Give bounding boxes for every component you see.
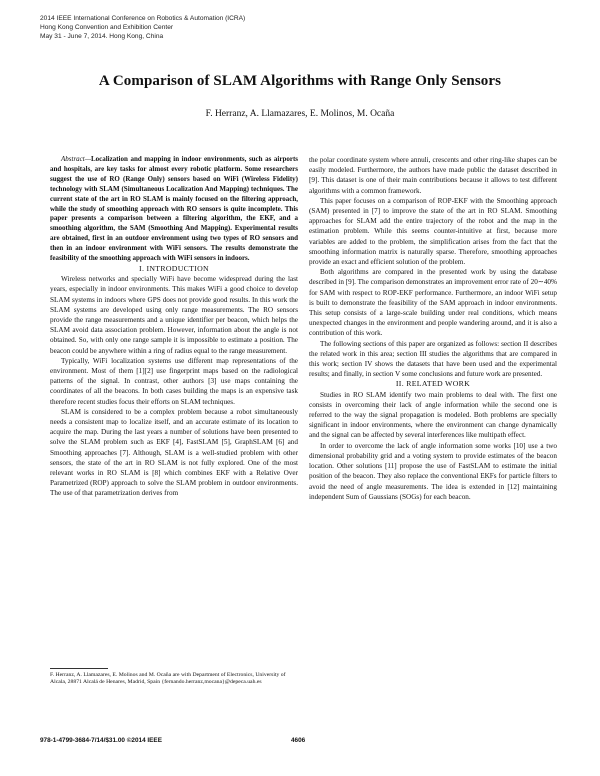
intro-paragraph-4: the polar coordinate system where annuli, crescents and other ring-like shapes can be easily modeled. Furthermore, the authors have made public the dataset described in [9]. This dataset is one of their main contributions because it allows to test different algorithms with a common framework. <box>309 156 557 195</box>
abstract-text: Localization and mapping in indoor environments, such as airports and hospitals, are key tasks for almost every robotic platform. Some researchers suggest the use of RO (Range Only) sensors based on WiFi (Wireless Fidelity) technology with SLAM (Simultaneous Localization And Mapping) techniques. The current state of the art in RO SLAM is mainly focused on the filtering approach, while the study of smoothing approach with RO sensors is quite incomplete. This paper presents a comparison between a filtering algorithm, the EKF, and a smoothing algorithm, the SAM (Smoothing And Mapping). Experimental results are obtained, first in an outdoor environment using two types of RO sensors and then in an indoor environment with WiFi sensors. The results demonstrate the feasibility of the smoothing approach with WiFi sensors in indoors. <box>50 155 298 263</box>
intro-paragraph-2: Typically, WiFi localization systems use different map representations of the environment. Most of them [1][2] use fingerprint maps based on the radiological patterns of the signal. In contrast, other authors [3] use maps containing the coordinates of all the beacons. In both cases building the maps is an expensive task therefore recent studies focus their efforts on SLAM techniques. <box>50 356 298 406</box>
footnote-rule <box>50 668 108 669</box>
intro-paragraph-5: This paper focuses on a comparison of ROP-EKF with the Smoothing approach (SAM) presented in [7] to improve the state of the art in RO SLAM. Smoothing approaches for SLAM add the entire trajectory of the robot and the map in the estimation problem. While this seems counter-intuitive at first, because more variables are added to the problem, the simplification arises from the fact that the smoothing information matrix is naturally sparse. Therefore, smoothing approaches provide an exact and efficient solution of the problem. <box>309 196 557 267</box>
section-heading-introduction: I. INTRODUCTION <box>139 263 209 273</box>
paper-title: A Comparison of SLAM Algorithms with Range Only Sensors <box>98 73 502 89</box>
abstract <box>50 155 298 264</box>
left-column <box>50 155 298 499</box>
author-affiliation-footnote: F. Herranz, A. Llamazares, E. Molinos and M. Ocaña are with Department of Electronics, University of Alcala, 28871 Alcalá de Henares, Madrid, Spain {fernando.herranz,mocana}@depeca.uah.es <box>50 672 286 686</box>
conference-venue: Hong Kong Convention and Exhibition Center <box>40 24 174 31</box>
intro-paragraph-3: SLAM is considered to be a complex problem because a robot simultaneously needs a consistent map to localize itself, and an accurate estimate of its location to acquire the map. During the last years a number of solutions have been presented to solve the SLAM problem such as EKF [4], FastSLAM [5], GraphSLAM [6] and Smoothing approaches [7]. Although, SLAM is a well-studied problem with other sensors, the state of the art in RO SLAM is not fully explored. One of the most relevant works in RO SLAM is [8] which combines EKF with a Relative Over Parametrized (ROP) approach to solve the SLAM problem in outdoor environments. The use of that parametrization derives from <box>50 407 298 498</box>
intro-paragraph-6: Both algorithms are compared in the presented work by using the database described in [9]. The comparison demonstrates an improvement error rate of 20∼40% for SAM with respect to ROP-EKF performance. Furthermore, an indoor WiFi setup is built to demonstrate the feasibility of the SAM approach in indoor environments. This setup consists of a large-scale building under real conditions, which means unexpected changes in the environment and people wandering around, and it is also a contribution of this work. <box>309 268 557 338</box>
related-paragraph-1: Studies in RO SLAM identify two main problems to deal with. The first one consists in overcoming their lack of angle information while the second one is referred to the way the signal propagation is modeled. Both problems are specially significant in indoor environments, where the environment can change dynamically and the signal can be affected by several interferences like multipath effect. <box>309 390 557 440</box>
related-paragraph-2: In order to overcome the lack of angle information some works [10] use a two dimensional probability grid and a voting system to provide estimates of the beacon location. Other solutions [11] propose the use of FastSLAM to estimate the initial position of the beacon. They also replace the conventional EKFs for particle filters to avoid the need of angle measurements. The idea is extended in [12] maintaining independent Sum of Gaussians (SOGs) for each beacon. <box>309 441 557 501</box>
section-heading-related-work: II. RELATED WORK <box>395 379 471 389</box>
isbn-copyright: 978-1-4799-3684-7/14/$31.00 ©2014 IEEE <box>40 737 162 744</box>
intro-paragraph-7: The following sections of this paper are organized as follows: section II describes the related work in this area; section III studies the algorithms that are compared in this work; section IV shows the datasets that have been used and the experimental results; and finally, in section V some conclusions and future work are presented. <box>309 339 557 379</box>
conference-dates: May 31 - June 7, 2014. Hong Kong, China <box>40 33 164 40</box>
conference-header <box>40 14 340 41</box>
intro-paragraph-1: Wireless networks and specially WiFi have become widespread during the last years, especially in indoor environments. This makes WiFi a good choice to develop SLAM systems in indoors where GPS does not provide good results. In this work the SLAM systems are developed using only range measurements. The RO sensors provide the range measurements and a unique identifier per beacon, which helps the SLAM avoid data association problem. However, information about the angle is not obtained. So, with only one range sample it is impossible to estimate a position. The beacon could be anywhere within a ring of radius equal to the range measurement. <box>50 275 298 355</box>
paper-authors: F. Herranz, A. Llamazares, E. Molinos, M. Ocaña <box>205 109 395 119</box>
page-number: 4606 <box>291 737 306 744</box>
conference-name: 2014 IEEE International Conference on Robotics & Automation (ICRA) <box>40 15 246 22</box>
abstract-lead: Abstract— <box>61 155 91 163</box>
right-column <box>309 155 557 502</box>
